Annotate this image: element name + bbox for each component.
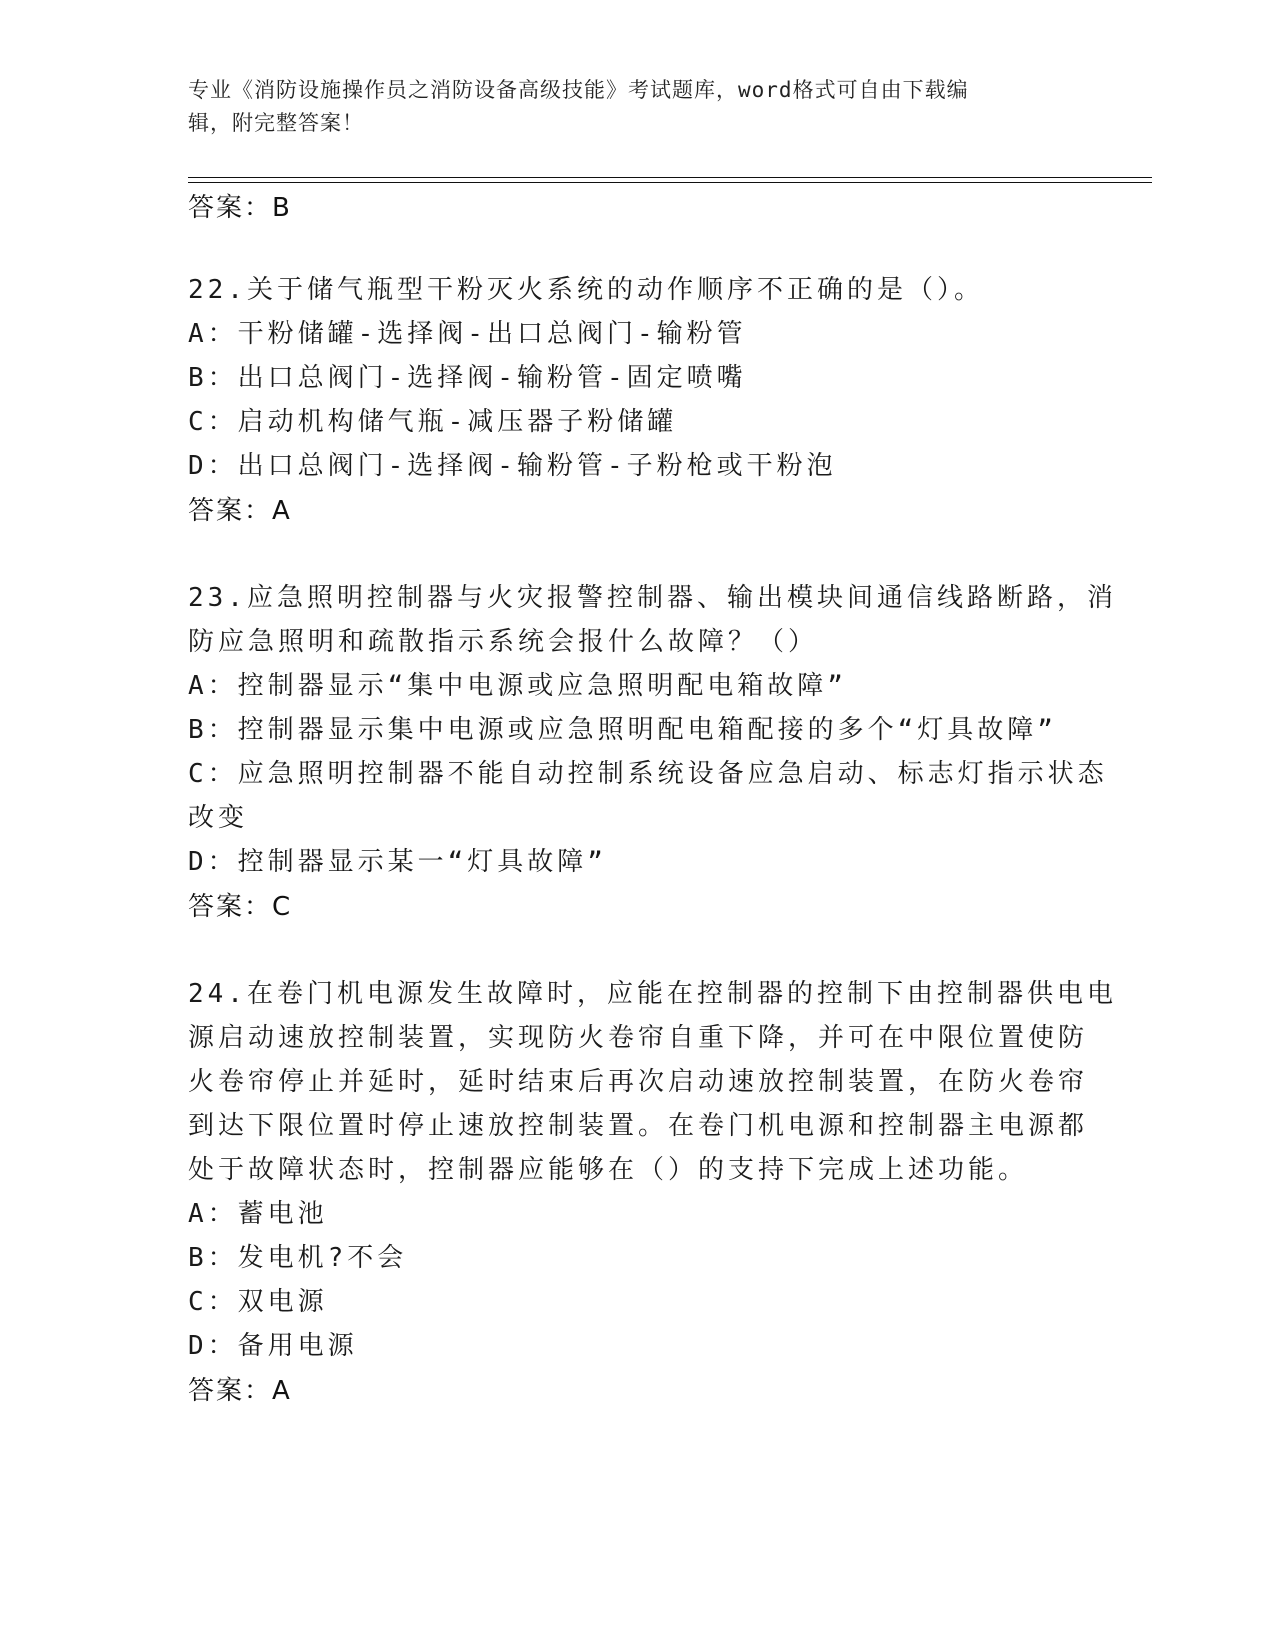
q22-option-c: C：启动机构储气瓶-减压器子粉储罐	[188, 407, 678, 437]
q24-stem-line-2: 源启动速放控制装置，实现防火卷帘自重下降，并可在中限位置使防	[188, 1023, 1089, 1053]
q22-option-b: B：出口总阀门-选择阀-输粉管-固定喷嘴	[188, 363, 747, 393]
q22-stem: 22.关于储气瓶型干粉灭火系统的动作顺序不正确的是（）。	[188, 275, 984, 305]
answer-q22: 答案：A	[188, 496, 292, 526]
q24-option-b: B：发电机?不会	[188, 1243, 408, 1273]
q24-stem-line-4: 到达下限位置时停止速放控制装置。在卷门机电源和控制器主电源都	[188, 1111, 1089, 1141]
q24-option-c: C：双电源	[188, 1287, 328, 1317]
document-header	[188, 74, 1078, 140]
q22-option-a: A：干粉储罐-选择阀-出口总阀门-输粉管	[188, 319, 747, 349]
header-line-2: 辑，附完整答案！	[188, 111, 364, 135]
q22-option-d: D：出口总阀门-选择阀-输粉管-子粉枪或干粉泡	[188, 451, 837, 481]
q23-option-d: D：控制器显示某一“灯具故障”	[188, 847, 607, 877]
header-line-1: 专业《消防设施操作员之消防设备高级技能》考试题库，word格式可自由下载编	[188, 78, 969, 102]
q23-option-c-continued: 改变	[188, 803, 249, 833]
answer-q24: 答案：A	[188, 1376, 292, 1406]
header-divider-bottom	[188, 182, 1152, 183]
q23-option-a: A：控制器显示“集中电源或应急照明配电箱故障”	[188, 671, 847, 701]
answer-q23: 答案：C	[188, 892, 293, 922]
q23-option-c: C：应急照明控制器不能自动控制系统设备应急启动、标志灯指示状态	[188, 759, 1108, 789]
q24-stem-line-5: 处于故障状态时，控制器应能够在（）的支持下完成上述功能。	[188, 1155, 1029, 1185]
q24-stem-line-1: 24.在卷门机电源发生故障时，应能在控制器的控制下由控制器供电电	[188, 979, 1117, 1009]
q23-option-b: B：控制器显示集中电源或应急照明配电箱配接的多个“灯具故障”	[188, 715, 1057, 745]
q23-stem-line-2: 防应急照明和疏散指示系统会报什么故障？（）	[188, 627, 819, 657]
q24-option-a: A：蓄电池	[188, 1199, 328, 1229]
answer-q21: 答案：B	[188, 193, 292, 223]
q24-option-d: D：备用电源	[188, 1331, 358, 1361]
q24-stem-line-3: 火卷帘停止并延时，延时结束后再次启动速放控制装置，在防火卷帘	[188, 1067, 1089, 1097]
q23-stem-line-1: 23.应急照明控制器与火灾报警控制器、输出模块间通信线路断路，消	[188, 583, 1117, 613]
header-divider-top	[188, 177, 1152, 178]
